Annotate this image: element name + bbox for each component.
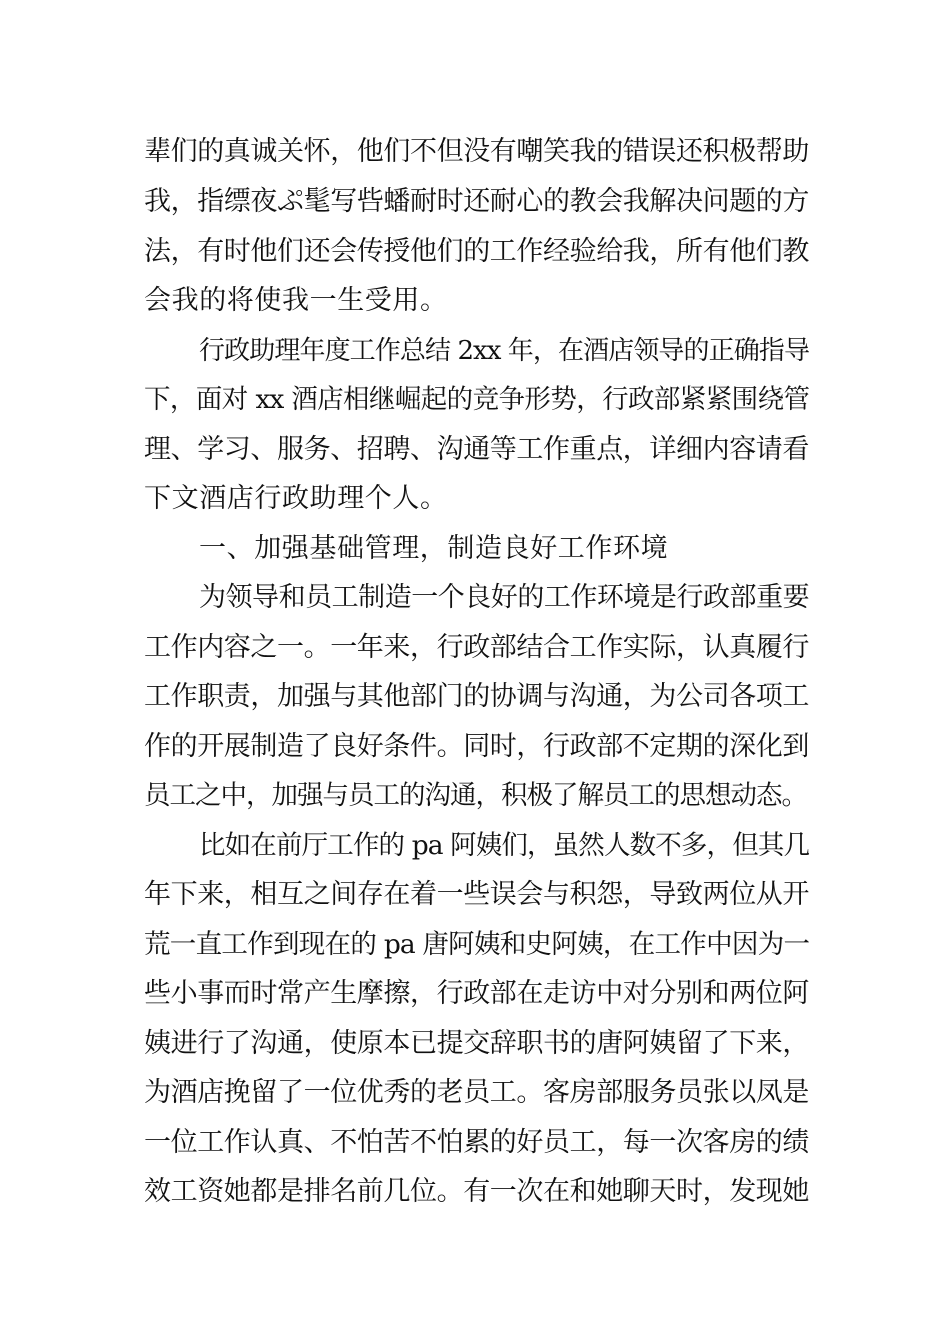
paragraph-line: 些小事而时常产生摩擦，行政部在走访中对分别和两位阿 [144, 978, 809, 1009]
paragraph-line: 作的开展制造了良好条件。同时，行政部不定期的深化到 [144, 731, 809, 762]
paragraph-line: 法，有时他们还会传授他们的工作经验给我，所有他们教 [144, 236, 809, 267]
paragraph-line: 会我的将使我一生受用。 [144, 285, 448, 316]
paragraph-line: 一位工作认真、不怕苦不怕累的好员工，每一次客房的绩 [144, 1127, 809, 1158]
paragraph-line: 我，指缥夜ぷ髦写呰蟠耐时还耐心的教会我解决问题的方 [144, 186, 809, 217]
paragraph-line: 年下来，相互之间存在着一些误会与积怨，导致两位从开 [144, 879, 809, 910]
paragraph-line: 荒一直工作到现在的 pa 唐阿姨和史阿姨，在工作中因为一 [144, 929, 809, 960]
paragraph-line: 工作内容之一。一年来，行政部结合工作实际，认真履行 [144, 632, 809, 663]
paragraph-line: 姨进行了沟通，使原本已提交辞职书的唐阿姨留了下来， [144, 1028, 809, 1059]
paragraph-line: 比如在前厅工作的 pa 阿姨们，虽然人数不多，但其几 [199, 830, 809, 861]
paragraph-line: 员工之中，加强与员工的沟通，积极了解员工的思想动态。 [144, 780, 807, 811]
section-heading: 一、加强基础管理，制造良好工作环境 [199, 533, 669, 564]
paragraph-line: 工作职责，加强与其他部门的协调与沟通，为公司各项工 [144, 681, 809, 712]
paragraph-line: 效工资她都是排名前几位。有一次在和她聊天时，发现她 [144, 1176, 809, 1207]
paragraph-line: 行政助理年度工作总结 2xx 年，在酒店领导的正确指导 [199, 336, 809, 366]
paragraph-line: 辈们的真诚关怀，他们不但没有嘲笑我的错误还积极帮助 [144, 136, 809, 167]
paragraph-line: 下文酒店行政助理个人。 [144, 483, 448, 514]
paragraph-line: 下，面对 xx 酒店相继崛起的竞争形势，行政部紧紧围绕管 [144, 384, 809, 415]
paragraph-line: 为酒店挽留了一位优秀的老员工。客房部服务员张以凤是 [144, 1077, 809, 1108]
paragraph-line: 理、学习、服务、招聘、沟通等工作重点，详细内容请看 [144, 434, 809, 465]
paragraph-line: 为领导和员工制造一个良好的工作环境是行政部重要 [199, 582, 809, 613]
